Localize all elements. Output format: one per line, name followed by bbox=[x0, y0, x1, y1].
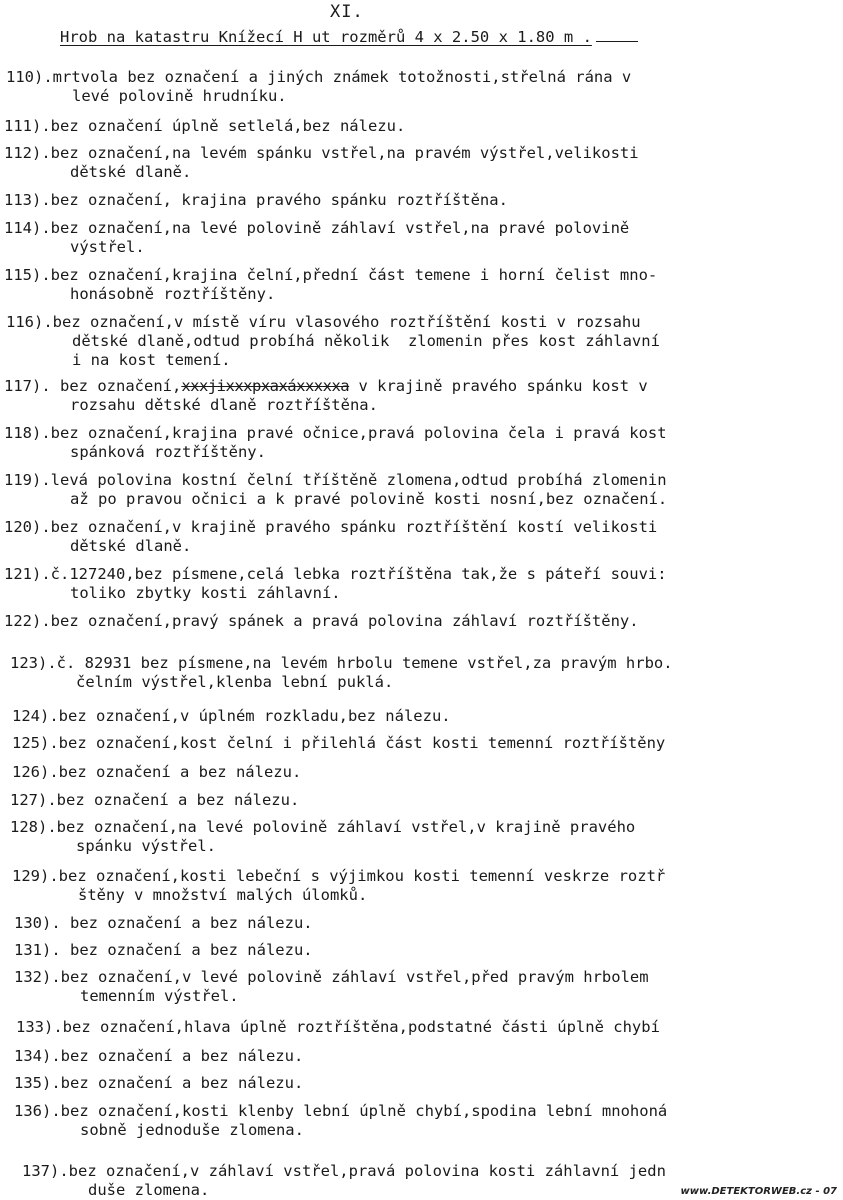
entry-number: 116). bbox=[6, 313, 53, 331]
entry-113 bbox=[0, 191, 843, 210]
entry-first-line bbox=[4, 219, 843, 238]
entry-first-line bbox=[12, 707, 843, 726]
entry-first-line bbox=[4, 518, 843, 537]
entry-continuation-line: duše zlomena. bbox=[88, 1181, 210, 1199]
entry-127 bbox=[0, 791, 843, 810]
entry-first-line bbox=[4, 612, 843, 631]
heading-underline-trail bbox=[596, 29, 638, 42]
entry-first-line bbox=[4, 471, 843, 490]
entry-118 bbox=[0, 424, 843, 462]
entry-first-line bbox=[14, 1047, 843, 1066]
entry-text: bez označení, krajina pravého spánku roztříštěna. bbox=[50, 191, 508, 209]
entry-text: bez označení,pravý spánek a pravá polovina záhlaví roztříštěny. bbox=[50, 612, 639, 630]
document-heading bbox=[60, 28, 638, 46]
entry-number: 118). bbox=[4, 424, 51, 442]
entry-continuation-line: i na kost temení. bbox=[72, 351, 231, 369]
entry-111 bbox=[0, 117, 843, 136]
entry-first-line bbox=[6, 313, 843, 332]
entry-number: 123). bbox=[10, 654, 57, 672]
entry-119 bbox=[0, 471, 843, 509]
entry-125 bbox=[0, 734, 843, 753]
heading-text: Hrob na katastru Knížecí H ut rozměrů 4 x 2.50 x 1.80 m . bbox=[60, 28, 592, 46]
entry-continuation-line: výstřel. bbox=[70, 238, 145, 256]
entry-continuation-line: dětské dlaně. bbox=[70, 537, 192, 555]
entry-text: bez označení a bez nálezu. bbox=[58, 763, 302, 781]
entry-number: 136). bbox=[14, 1102, 61, 1120]
entry-continuation-line: levé polovině hrudníku. bbox=[72, 87, 287, 105]
entry-136 bbox=[0, 1102, 843, 1140]
entry-number: 131). bbox=[14, 941, 61, 959]
entry-continuation-line: sobně jednoduše zlomena. bbox=[80, 1121, 304, 1139]
entry-first-line bbox=[10, 818, 843, 837]
entry-110 bbox=[0, 68, 843, 106]
entry-number: 112). bbox=[4, 144, 51, 162]
entry-number: 128). bbox=[10, 818, 57, 836]
entry-text: bez označení,krajina pravé očnice,pravá polovina čela i pravá kost bbox=[50, 424, 667, 442]
entry-text: bez označení úplně setlelá,bez nálezu. bbox=[50, 117, 406, 135]
entry-first-line bbox=[16, 1018, 843, 1037]
entry-112 bbox=[0, 144, 843, 182]
entry-first-line bbox=[4, 266, 843, 285]
entry-text: bez označení, bbox=[50, 377, 182, 395]
entry-number: 129). bbox=[12, 867, 59, 885]
entry-text: v krajině pravého spánku kost v bbox=[349, 377, 648, 395]
entry-continuation-line: temenním výstřel. bbox=[80, 987, 239, 1005]
entry-text: bez označení,kosti lebeční s výjimkou kosti temenní veskrze roztř bbox=[58, 867, 666, 885]
entry-continuation-line: honásobně roztříštěny. bbox=[70, 285, 276, 303]
entry-continuation-line: spánková roztříštěny. bbox=[70, 443, 266, 461]
entry-123 bbox=[0, 654, 843, 692]
entry-text: č.127240,bez písmene,celá lebka roztříštěna tak,že s páteří souvi: bbox=[50, 565, 667, 583]
entry-text: bez označení,kosti klenby lební úplně chybí,spodina lební mnohoná bbox=[60, 1102, 668, 1120]
entry-number: 110). bbox=[6, 68, 53, 86]
entry-133 bbox=[0, 1018, 843, 1037]
entry-number: 132). bbox=[14, 968, 61, 986]
entry-text: bez označení,kost čelní i přilehlá část kosti temenní roztříštěny bbox=[58, 734, 666, 752]
entry-number: 137). bbox=[22, 1162, 69, 1180]
page-number: XI. bbox=[330, 2, 364, 22]
entry-134 bbox=[0, 1047, 843, 1066]
entry-text: bez označení,v levé polovině záhlaví vstřel,před pravým hrbolem bbox=[60, 968, 649, 986]
entry-number: 133). bbox=[16, 1018, 63, 1036]
entry-number: 124). bbox=[12, 707, 59, 725]
entry-first-line bbox=[4, 191, 843, 210]
entry-text: bez označení,v krajině pravého spánku roztříštění kostí velikosti bbox=[50, 518, 658, 536]
entry-continuation-line: štěny v množství malých úlomků. bbox=[78, 886, 368, 904]
entry-number: 114). bbox=[4, 219, 51, 237]
entry-continuation-line: rozsahu dětské dlaně roztříštěna. bbox=[70, 396, 378, 414]
entry-continuation-line: čelním výstřel,klenba lební puklá. bbox=[76, 673, 394, 691]
entry-first-line bbox=[14, 941, 843, 960]
entry-128 bbox=[0, 818, 843, 856]
entry-text: levá polovina kostní čelní tříštěně zlomena,odtud probíhá zlomenin bbox=[50, 471, 667, 489]
entry-first-line bbox=[4, 565, 843, 584]
entry-number: 127). bbox=[10, 791, 57, 809]
entry-116 bbox=[0, 313, 843, 370]
entry-number: 121). bbox=[4, 565, 51, 583]
entry-115 bbox=[0, 266, 843, 304]
entry-130 bbox=[0, 914, 843, 933]
entry-number: 135). bbox=[14, 1074, 61, 1092]
entry-114 bbox=[0, 219, 843, 257]
entry-132 bbox=[0, 968, 843, 1006]
entry-first-line bbox=[6, 68, 843, 87]
entry-121 bbox=[0, 565, 843, 603]
entry-text: bez označení,v místě víru vlasového roztříštění kosti v rozsahu bbox=[52, 313, 641, 331]
watermark: www.DETEKTORWEB.cz - 07 bbox=[680, 1186, 837, 1197]
entry-number: 111). bbox=[4, 117, 51, 135]
entry-number: 125). bbox=[12, 734, 59, 752]
entry-continuation-line: až po pravou očnici a k pravé polovině kosti nosní,bez označení. bbox=[70, 490, 668, 508]
entry-first-line bbox=[14, 914, 843, 933]
entry-first-line bbox=[12, 763, 843, 782]
entry-text: mrtvola bez označení a jiných známek totožnosti,střelná rána v bbox=[52, 68, 632, 86]
entry-text: bez označení a bez nálezu. bbox=[60, 1074, 304, 1092]
entry-124 bbox=[0, 707, 843, 726]
entry-number: 113). bbox=[4, 191, 51, 209]
entry-continuation-line: spánku výstřel. bbox=[76, 837, 216, 855]
entry-text: bez označení a bez nálezu. bbox=[56, 791, 300, 809]
entry-text: bez označení a bez nálezu. bbox=[60, 914, 313, 932]
entry-first-line bbox=[14, 968, 843, 987]
entry-continuation-line: dětské dlaně. bbox=[70, 163, 192, 181]
entry-number: 134). bbox=[14, 1047, 61, 1065]
entry-number: 115). bbox=[4, 266, 51, 284]
entry-number: 120). bbox=[4, 518, 51, 536]
entry-first-line bbox=[4, 424, 843, 443]
entry-first-line bbox=[4, 144, 843, 163]
entry-text: bez označení,na levé polovině záhlaví vstřel,na pravé polovině bbox=[50, 219, 630, 237]
entry-129 bbox=[0, 867, 843, 905]
entry-text: bez označení,v záhlaví vstřel,pravá polovina kosti záhlavní jedn bbox=[68, 1162, 666, 1180]
entry-text: bez označení a bez nálezu. bbox=[60, 1047, 304, 1065]
entry-text: bez označení,na levé polovině záhlaví vstřel,v krajině pravého bbox=[56, 818, 636, 836]
entry-number: 126). bbox=[12, 763, 59, 781]
entry-first-line bbox=[12, 867, 843, 886]
entry-120 bbox=[0, 518, 843, 556]
entry-131 bbox=[0, 941, 843, 960]
entry-first-line bbox=[4, 117, 843, 136]
entry-text: bez označení,v úplném rozkladu,bez nálezu. bbox=[58, 707, 451, 725]
entry-135 bbox=[0, 1074, 843, 1093]
entry-117 bbox=[0, 377, 843, 415]
entry-number: 130). bbox=[14, 914, 61, 932]
entry-first-line bbox=[12, 734, 843, 753]
entry-126 bbox=[0, 763, 843, 782]
entry-text: č. 82931 bez písmene,na levém hrbolu temene vstřel,za pravým hrbo. bbox=[56, 654, 673, 672]
entry-first-line bbox=[14, 1102, 843, 1121]
entry-number: 117). bbox=[4, 377, 51, 395]
entry-text: bez označení,na levém spánku vstřel,na pravém výstřel,velikosti bbox=[50, 144, 639, 162]
entry-122 bbox=[0, 612, 843, 631]
entry-text: bez označení,krajina čelní,přední část temene i horní čelist mno- bbox=[50, 266, 658, 284]
entry-first-line bbox=[22, 1162, 843, 1181]
entry-continuation-line: dětské dlaně,odtud probíhá několik zlomenin přes kost záhlavní bbox=[72, 332, 660, 350]
entry-first-line bbox=[4, 377, 843, 396]
entry-text: bez označení,hlava úplně roztříštěna,podstatné části úplně chybí bbox=[62, 1018, 660, 1036]
entry-number: 119). bbox=[4, 471, 51, 489]
entry-first-line bbox=[14, 1074, 843, 1093]
struck-out-text: xxxjixxxpxaxáxxxxxa bbox=[181, 377, 350, 395]
entry-text: bez označení a bez nálezu. bbox=[60, 941, 313, 959]
entry-continuation-line: toliko zbytky kosti záhlavní. bbox=[70, 584, 341, 602]
entry-first-line bbox=[10, 791, 843, 810]
entry-first-line bbox=[10, 654, 843, 673]
entry-number: 122). bbox=[4, 612, 51, 630]
